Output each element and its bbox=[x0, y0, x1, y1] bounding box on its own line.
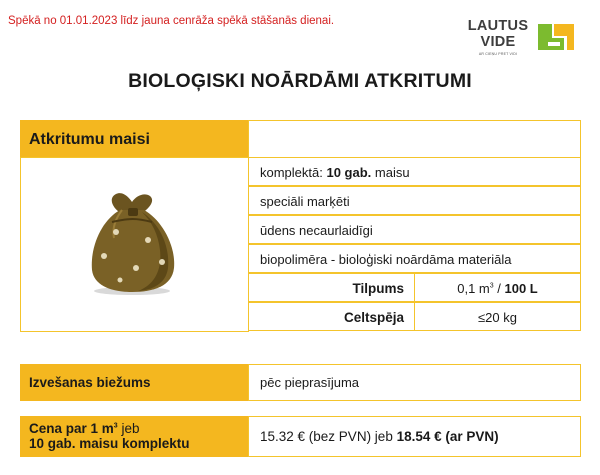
logo-mark-icon bbox=[534, 20, 578, 56]
frequency-value: pēc pieprasījuma bbox=[248, 364, 581, 401]
product-header-spacer bbox=[248, 120, 581, 158]
spec-capacity-label: Celtspēja bbox=[248, 302, 415, 331]
volume-exponent: 3 bbox=[489, 282, 494, 290]
price-label-exponent: 3 bbox=[113, 422, 118, 430]
feature-material-row: biopolimēra - bioloģiski noārdāma materiāla bbox=[248, 244, 581, 273]
company-logo bbox=[466, 18, 584, 60]
price-with-vat: 18.54 € (ar PVN) bbox=[396, 429, 499, 444]
feature-marked-row: speciāli marķēti bbox=[248, 186, 581, 215]
product-heading: Atkritumu maisi bbox=[20, 120, 249, 158]
logo-line-1: LAUTUS bbox=[467, 18, 529, 34]
page-title: BIOLOĢISKI NOĀRDĀMI ATKRITUMI bbox=[128, 70, 472, 92]
price-label-or: jeb bbox=[117, 421, 140, 436]
spec-volume-value bbox=[414, 273, 581, 302]
feature-waterproof-row: ūdens necaurlaidīgi bbox=[248, 215, 581, 244]
feature-kit-count: 10 gab. bbox=[326, 165, 372, 180]
logo-line-2: VIDE bbox=[480, 34, 516, 50]
volume-cubic: 0,1 m bbox=[457, 281, 490, 296]
price-without-vat: 15.32 € (bez PVN) jeb bbox=[260, 429, 397, 444]
feature-kit-prefix: komplektā: bbox=[260, 165, 327, 180]
price-label-part2: 10 gab. maisu komplektu bbox=[29, 436, 190, 451]
garbage-bag-icon bbox=[82, 188, 182, 298]
price-label bbox=[20, 416, 249, 457]
logo-text bbox=[466, 18, 530, 56]
volume-liters: 100 L bbox=[504, 281, 538, 296]
logo-tagline: AR CIEŅU PRET VIDI bbox=[478, 52, 518, 56]
price-label-line1 bbox=[29, 421, 249, 436]
price-label-part1: Cena par 1 m bbox=[29, 421, 114, 436]
feature-kit-row bbox=[248, 157, 581, 186]
spec-capacity-value: ≤20 kg bbox=[414, 302, 581, 331]
price-value bbox=[248, 416, 581, 457]
feature-kit-suffix: maisu bbox=[371, 165, 410, 180]
spec-volume-label: Tilpums bbox=[248, 273, 415, 302]
validity-notice: Spēkā no 01.01.2023 līdz jauna cenrāža spēkā stāšanās dienai. bbox=[8, 15, 335, 27]
frequency-label: Izvešanas biežums bbox=[20, 364, 249, 401]
volume-separator: / bbox=[493, 281, 505, 296]
